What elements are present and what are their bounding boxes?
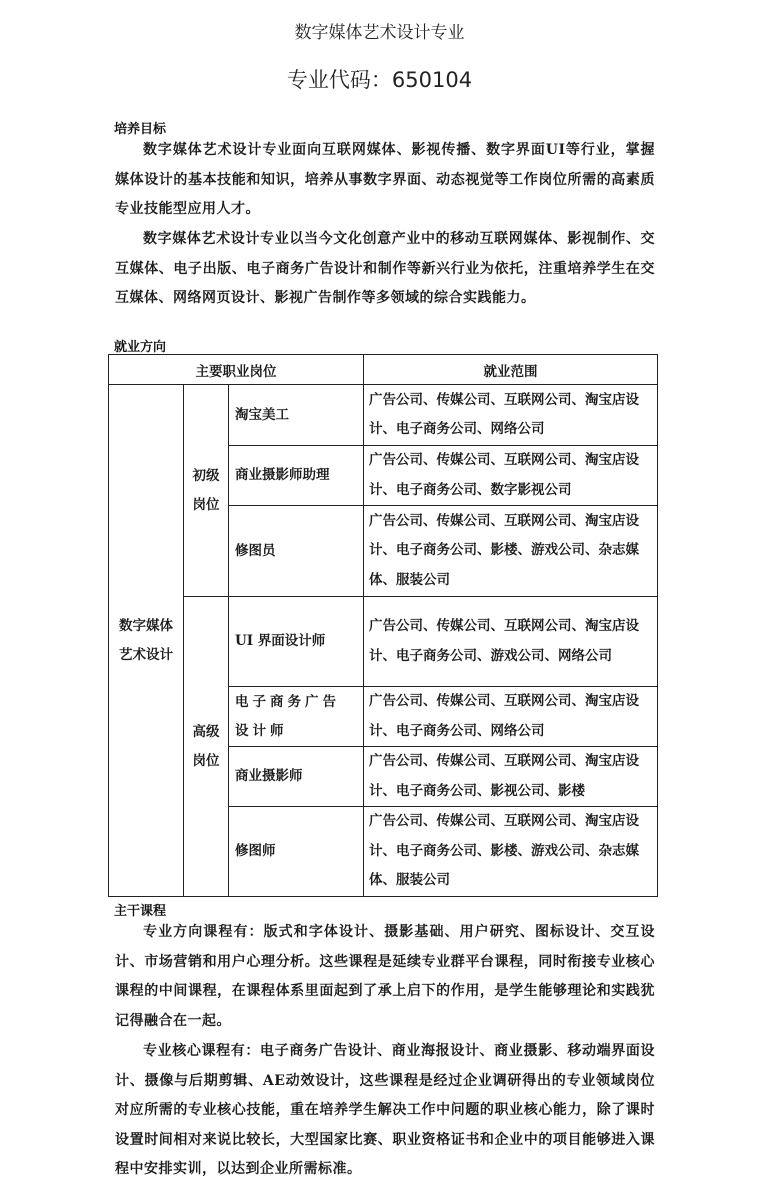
courses-heading: 主干课程	[114, 904, 167, 919]
range-cell: 广告公司、传媒公司、互联网公司、淘宝店设计、电子商务公司、数字影视公司	[364, 446, 658, 506]
document-title: 数字媒体艺术设计专业	[294, 23, 465, 43]
training-goal-heading: 培养目标	[114, 122, 167, 137]
employment-table	[108, 354, 658, 897]
job-cell: 电子商务广告设计师	[229, 687, 364, 747]
employment-heading: 就业方向	[114, 340, 167, 355]
header-positions: 主要职业岗位	[109, 355, 364, 385]
range-cell: 广告公司、传媒公司、互联网公司、淘宝店设计、电子商务公司、网络公司	[364, 687, 658, 747]
courses-paragraph-1: 专业方向课程有：版式和字体设计、摄影基础、用户研究、图标设计、交互设计、市场营销和用户心理分析。这些课程是延续专业群平台课程，同时衔接专业核心课程的中间课程，在课程体系里面起到了承上启下的作用，是学生能够理论和实践犹记得融合在一起。	[115, 924, 655, 1029]
job-cell: 商业摄影师	[229, 747, 364, 807]
level-cell: 初级岗位	[184, 385, 229, 597]
job-cell: 修图员	[229, 506, 364, 597]
table-row	[109, 385, 658, 446]
table-header-row	[109, 355, 658, 385]
job-cell: 淘宝美工	[229, 385, 364, 446]
range-cell: 广告公司、传媒公司、互联网公司、淘宝店设计、电子商务公司、影楼、游戏公司、杂志媒体、服装公司	[364, 807, 658, 897]
table-row	[109, 597, 658, 687]
job-cell: 商业摄影师助理	[229, 446, 364, 506]
courses-paragraph-2: 专业核心课程有：电子商务广告设计、商业海报设计、商业摄影、移动端界面设计、摄像与后期剪辑、AE动效设计，这些课程是经过企业调研得出的专业领域岗位对应所需的专业核心技能，重在培养学生解决工作中问题的职业核心能力，除了课时设置时间相对来说比较长，大型国家比赛、职业资格证书和企业中的项目能够进入课程中安排实训，以达到企业所需标准。	[115, 1043, 655, 1177]
range-cell: 广告公司、传媒公司、互联网公司、淘宝店设计、电子商务公司、游戏公司、网络公司	[364, 597, 658, 687]
range-cell: 广告公司、传媒公司、互联网公司、淘宝店设计、电子商务公司、网络公司	[364, 385, 658, 446]
training-goal-paragraph-1: 数字媒体艺术设计专业面向互联网媒体、影视传播、数字界面UI等行业，掌握媒体设计的基本技能和知识，培养从事数字界面、动态视觉等工作岗位所需的高素质专业技能型应用人才。	[115, 142, 655, 217]
major-cell: 数字媒体艺术设计	[109, 385, 184, 897]
training-goal-paragraph-2: 数字媒体艺术设计专业以当今文化创意产业中的移动互联网媒体、影视制作、交互媒体、电子出版、电子商务广告设计和制作等新兴行业为依托，注重培养学生在交互媒体、网络网页设计、影视广告制作等多领域的综合实践能力。	[115, 231, 655, 306]
header-range: 就业范围	[364, 355, 658, 385]
range-cell: 广告公司、传媒公司、互联网公司、淘宝店设计、电子商务公司、影楼、游戏公司、杂志媒体、服装公司	[364, 506, 658, 597]
level-cell: 高级岗位	[184, 597, 229, 897]
range-cell: 广告公司、传媒公司、互联网公司、淘宝店设计、电子商务公司、影视公司、影楼	[364, 747, 658, 807]
job-cell: UI 界面设计师	[229, 597, 364, 687]
major-code: 专业代码：650104	[286, 68, 473, 92]
job-cell: 修图师	[229, 807, 364, 897]
